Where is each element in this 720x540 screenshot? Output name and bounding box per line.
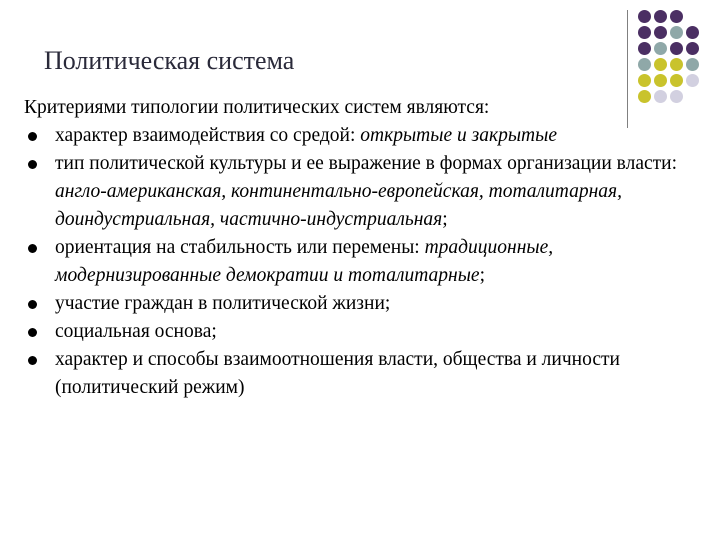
decorative-dot (654, 58, 667, 71)
decorative-dot (638, 26, 651, 39)
decorative-dot (654, 42, 667, 55)
list-item-text: ; (479, 265, 485, 286)
decorative-dot (670, 74, 683, 87)
decorative-dot (670, 42, 683, 55)
list-item-text: участие граждан в политической жизни; (55, 293, 391, 314)
list-item-text: социальная основа; (55, 321, 217, 342)
slide-title: Политическая система (44, 46, 295, 75)
decorative-dot (654, 26, 667, 39)
slide-body (24, 94, 694, 402)
decorative-dot (686, 58, 699, 71)
decorative-dot (670, 58, 683, 71)
list-item (24, 150, 694, 234)
bullet-icon (28, 300, 37, 309)
list-item (24, 290, 694, 318)
decorative-dot (654, 74, 667, 87)
list-item (24, 318, 694, 346)
list-item-italic-text: традиционные, модернизированные демократии и тоталитарные (55, 237, 554, 286)
intro-text: Критериями типологии политических систем являются: (24, 97, 490, 118)
decorative-dot (638, 42, 651, 55)
list-item-text: характер взаимодействия со средой: (55, 125, 361, 146)
list-item (24, 346, 694, 402)
bullet-icon (28, 356, 37, 365)
bullet-icon (28, 132, 37, 141)
decorative-dot (686, 74, 699, 87)
bullet-icon (28, 244, 37, 253)
decorative-dot (638, 74, 651, 87)
list-item-text: ориентация на стабильность или перемены: (55, 237, 425, 258)
list-item-italic-text: англо-американская, континентально-европейская, тоталитарная, доиндустриальная, частично-индустриальная (55, 181, 622, 230)
decorative-dot (638, 10, 651, 23)
decorative-dot (654, 10, 667, 23)
bullet-icon (28, 160, 37, 169)
list-item-text: ; (442, 209, 448, 230)
list-item (24, 122, 694, 150)
decorative-dot (638, 58, 651, 71)
decorative-dot (686, 26, 699, 39)
list-item-italic-text: открытые и закрытые (360, 125, 557, 146)
decorative-dot-grid (638, 10, 710, 106)
decorative-dot (686, 42, 699, 55)
list-item-text: тип политической культуры и ее выражение в формах организации власти: (55, 153, 678, 174)
bullet-icon (28, 328, 37, 337)
list-item-text: характер и способы взаимоотношения власти, общества и личности (политический режим) (55, 349, 620, 398)
criteria-list (24, 122, 694, 402)
decorative-dot (670, 10, 683, 23)
decorative-dot (670, 26, 683, 39)
list-item (24, 234, 694, 290)
